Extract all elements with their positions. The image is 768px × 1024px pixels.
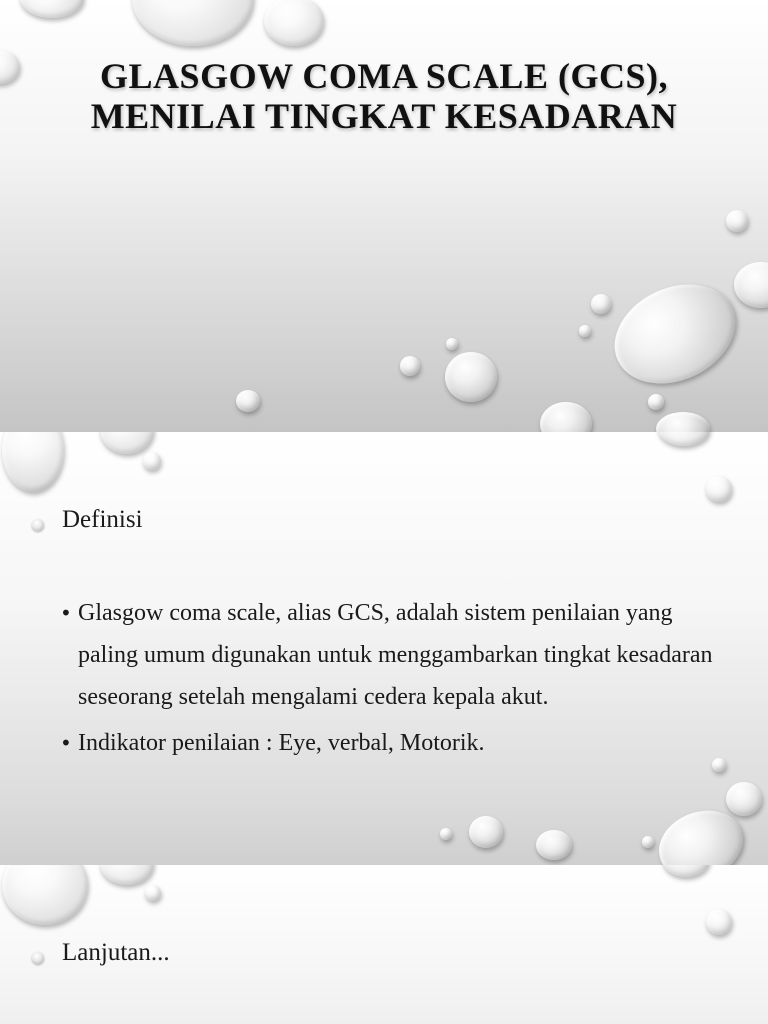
heading-bullet-icon xyxy=(32,952,44,964)
water-drop-decoration xyxy=(591,294,611,314)
water-drop-decoration xyxy=(143,452,161,470)
water-drop-decoration xyxy=(642,836,654,848)
section-heading-definisi: Definisi xyxy=(62,506,143,533)
slide-lanjutan xyxy=(0,865,768,1024)
water-drop-decoration xyxy=(145,885,161,901)
water-drop-decoration xyxy=(440,828,452,840)
list-item: • Glasgow coma scale, alias GCS, adalah sistem penilaian yang paling umum digunakan untuk menggambarkan tingkat kesadaran seseorang setelah mengalami cedera kepala akut. xyxy=(60,592,720,718)
water-drop-decoration xyxy=(726,782,762,816)
water-drop-decoration xyxy=(2,865,88,925)
slide-title xyxy=(0,0,768,432)
water-drop-decoration xyxy=(536,830,572,860)
section-heading-lanjutan: Lanjutan... xyxy=(62,939,170,966)
water-drop-decoration xyxy=(100,432,154,454)
water-drop-decoration xyxy=(579,325,591,337)
water-drop-decoration xyxy=(2,432,64,492)
water-drop-decoration xyxy=(20,0,84,18)
water-drop-decoration xyxy=(0,50,20,84)
water-drop-decoration xyxy=(446,338,458,350)
water-drop-decoration xyxy=(132,0,254,46)
page-title: GLASGOW COMA SCALE (GCS), MENILAI TINGKAT KESADARAN xyxy=(90,56,678,136)
water-drop-decoration xyxy=(236,390,260,412)
water-drop-decoration xyxy=(648,394,664,410)
water-drop-decoration xyxy=(540,402,592,432)
water-drop-decoration xyxy=(264,0,324,46)
water-drop-decoration xyxy=(400,356,420,376)
list-item: • Indikator penilaian : Eye, verbal, Motorik. xyxy=(60,722,720,764)
water-drop-decoration xyxy=(100,865,154,885)
water-drop-decoration xyxy=(469,816,503,848)
water-drop-decoration xyxy=(658,432,710,446)
heading-bullet-icon xyxy=(32,519,44,531)
water-drop-decoration xyxy=(734,262,768,308)
water-drop-decoration xyxy=(726,210,748,232)
slide-definisi xyxy=(0,432,768,865)
water-drop-decoration xyxy=(706,909,732,935)
water-drop-decoration xyxy=(706,476,732,502)
water-drop-decoration xyxy=(445,352,497,402)
definition-bullet-list xyxy=(60,592,720,768)
water-drop-decoration xyxy=(656,412,710,432)
water-drop-decoration xyxy=(598,266,751,403)
water-drop-decoration xyxy=(662,865,710,877)
